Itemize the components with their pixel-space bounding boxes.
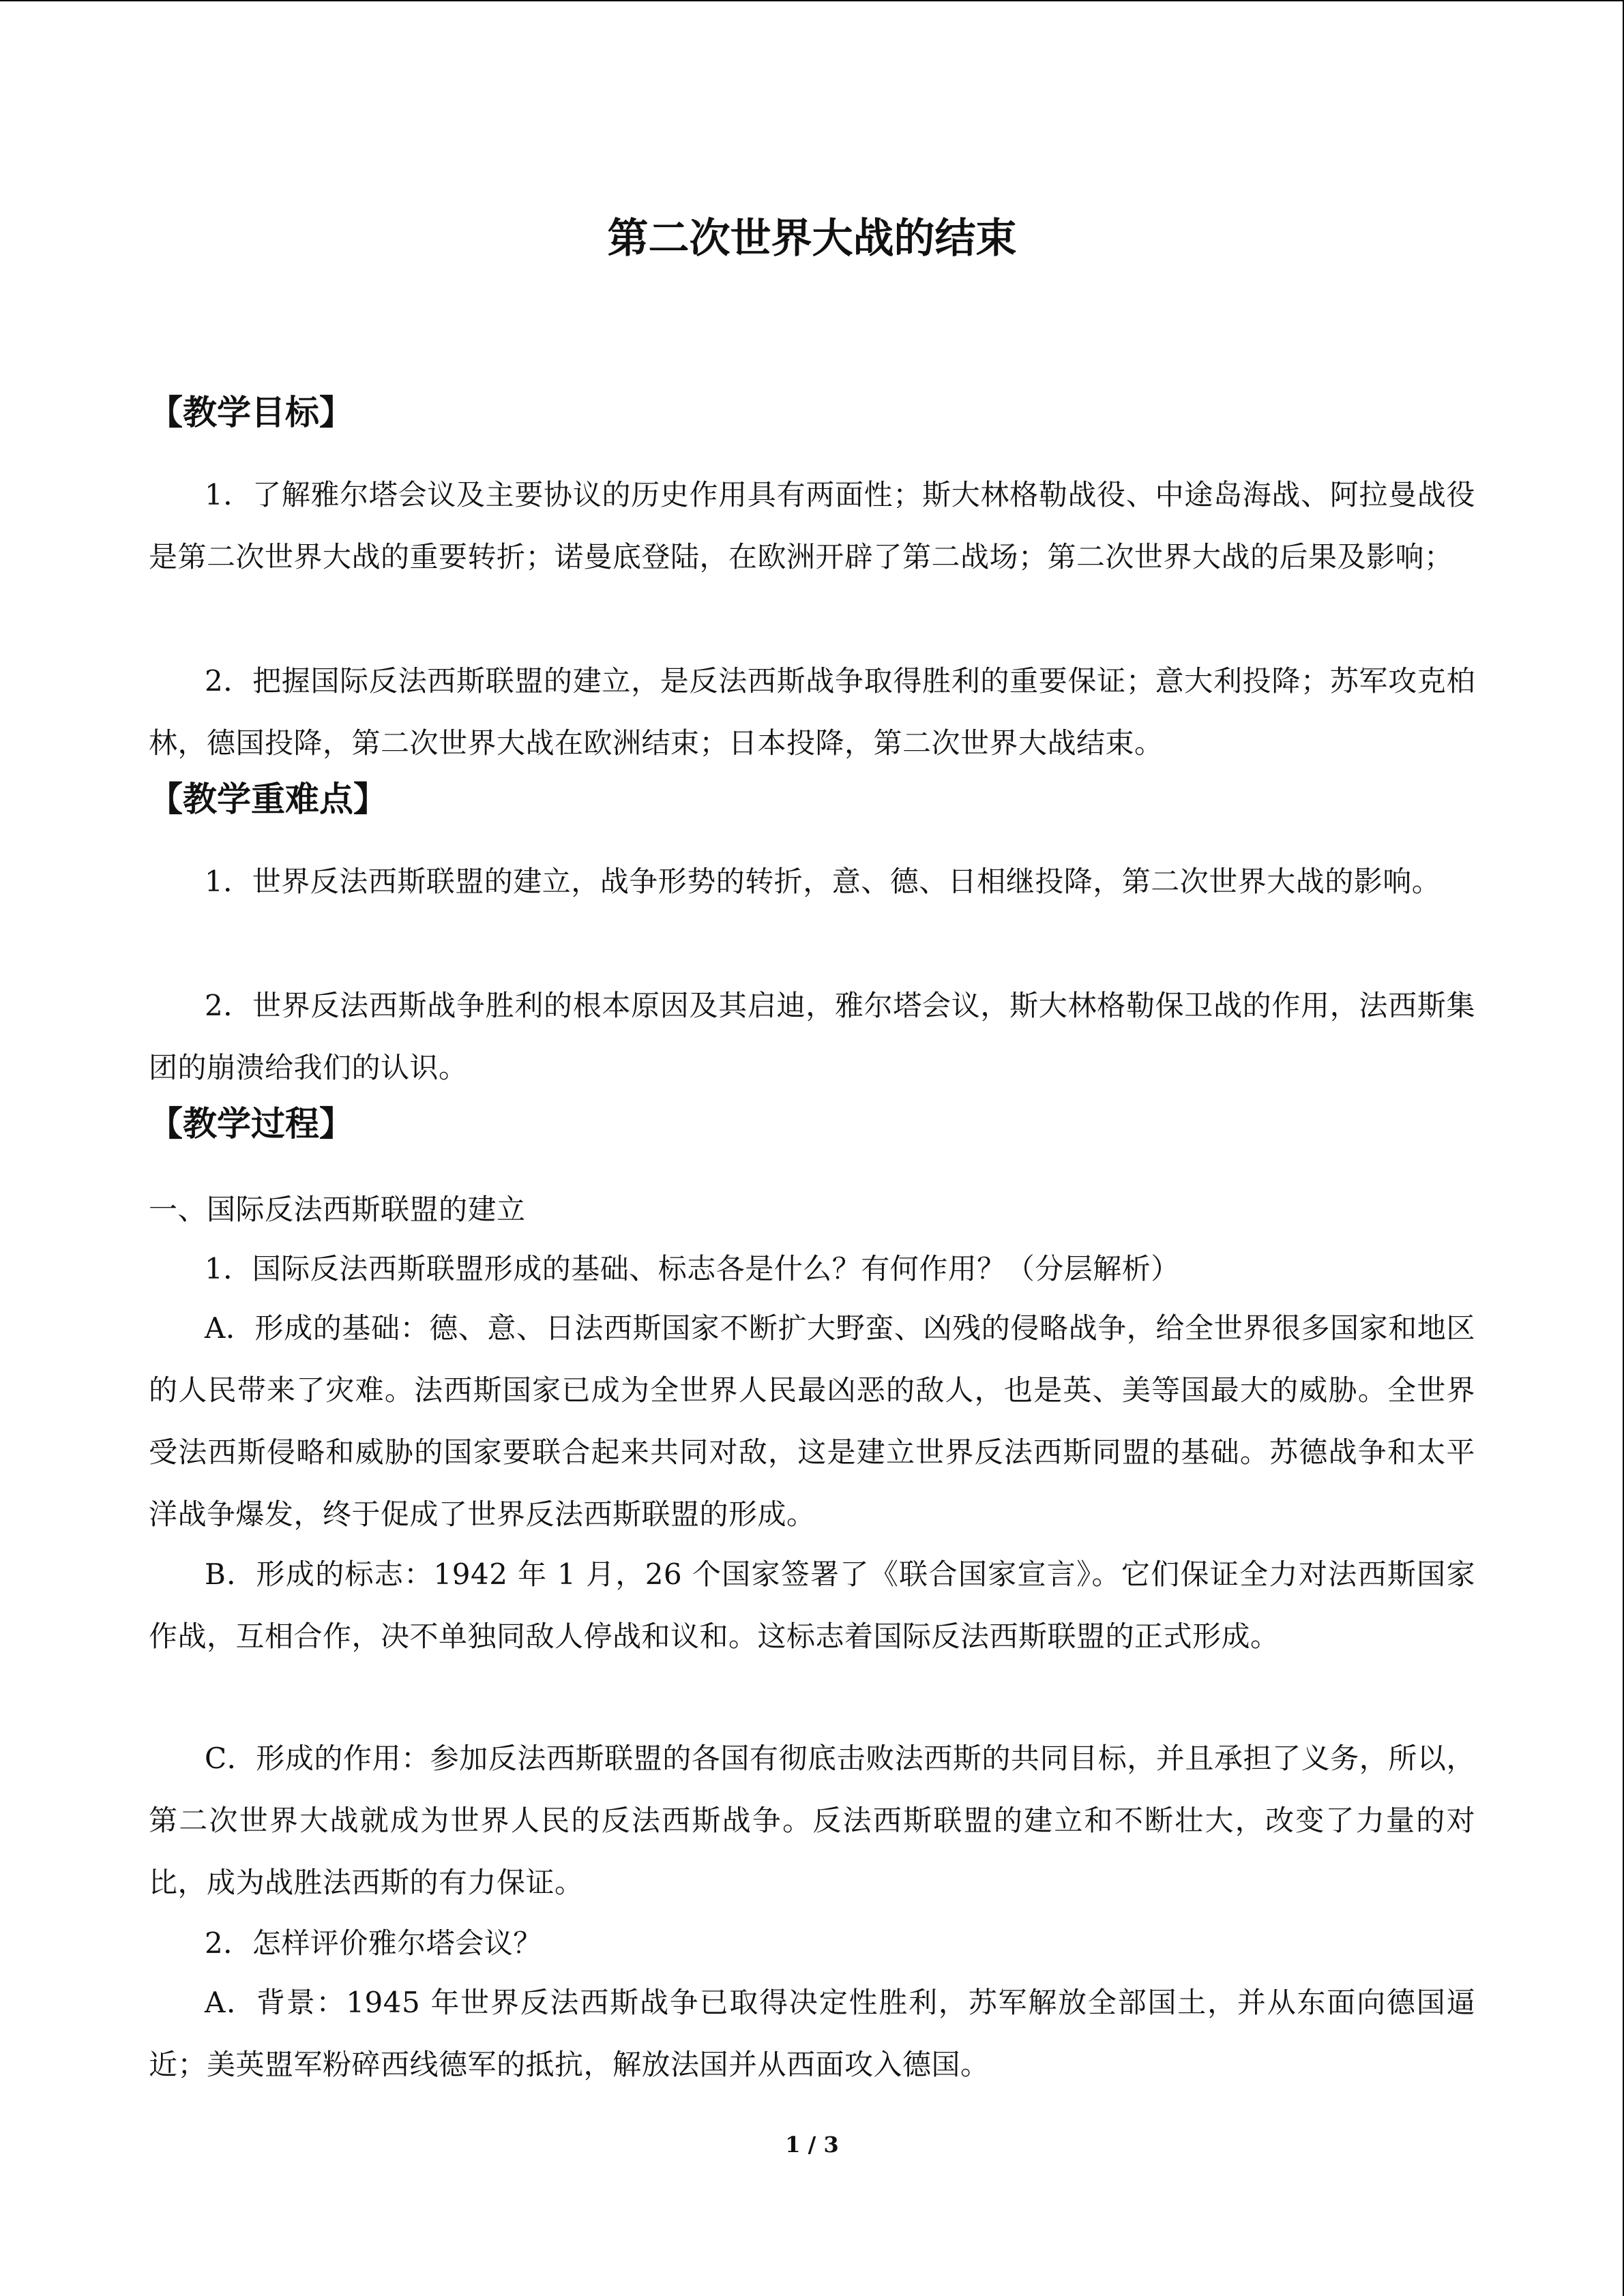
objective-paragraph-2: 2．把握国际反法西斯联盟的建立，是反法西斯战争取得胜利的重要保证；意大利投降；苏军攻克柏林，德国投降，第二次世界大战在欧洲结束；日本投降，第二次世界大战结束。 bbox=[149, 664, 1475, 760]
process-subheading: 一、国际反法西斯联盟的建立 bbox=[149, 1193, 526, 1226]
key-point-paragraph-2: 2．世界反法西斯战争胜利的根本原因及其启迪，雅尔塔会议，斯大林格勒保卫战的作用，法西斯集团的崩溃给我们的认识。 bbox=[149, 989, 1475, 1084]
process-paragraph-a-background: A．背景：1945 年世界反法西斯战争已取得决定性胜利，苏军解放全部国土，并从东面向德国逼近；美英盟军粉碎西线德军的抵抗，解放法国并从西面攻入德国。 bbox=[149, 1986, 1475, 2081]
process-paragraph-1: 1．国际反法西斯联盟形成的基础、标志各是什么？有何作用？（分层解析） bbox=[205, 1252, 1180, 1285]
page-number: 1 / 3 bbox=[785, 2132, 839, 2158]
key-point-paragraph-1: 1．世界反法西斯联盟的建立，战争形势的转折，意、德、日相继投降，第二次世界大战的影响。 bbox=[205, 865, 1441, 898]
section-heading-process: 【教学过程】 bbox=[149, 1104, 353, 1144]
process-paragraph-b-mark: B．形成的标志：1942 年 1 月，26 个国家签署了《联合国家宣言》。它们保证全力对法西斯国家作战，互相合作，决不单独同敌人停战和议和。这标志着国际反法西斯联盟的正式形成。 bbox=[149, 1557, 1475, 1653]
page-title: 第二次世界大战的结束 bbox=[607, 215, 1017, 263]
section-heading-objectives: 【教学目标】 bbox=[149, 393, 353, 432]
process-paragraph-a-basis: A．形成的基础：德、意、日法西斯国家不断扩大野蛮、凶残的侵略战争，给全世界很多国家和地区的人民带来了灾难。法西斯国家已成为全世界人民最凶恶的敌人，也是英、美等国最大的威胁。全世界受法西斯侵略和威胁的国家要联合起来共同对敌，这是建立世界反法西斯同盟的基础。苏德战争和太平洋战争爆发，终于促成了世界反法西斯联盟的形成。 bbox=[149, 1311, 1475, 1531]
process-paragraph-2: 2．怎样评价雅尔塔会议？ bbox=[205, 1926, 542, 1960]
section-heading-key-points: 【教学重难点】 bbox=[149, 779, 387, 819]
objective-paragraph-1: 1．了解雅尔塔会议及主要协议的历史作用具有两面性；斯大林格勒战役、中途岛海战、阿拉曼战役是第二次世界大战的重要转折；诺曼底登陆，在欧洲开辟了第二战场；第二次世界大战的后果及影响； bbox=[149, 478, 1475, 573]
process-paragraph-c-role: C．形成的作用：参加反法西斯联盟的各国有彻底击败法西斯的共同目标，并且承担了义务，所以，第二次世界大战就成为世界人民的反法西斯战争。反法西斯联盟的建立和不断壮大，改变了力量的对比，成为战胜法西斯的有力保证。 bbox=[149, 1742, 1475, 1899]
